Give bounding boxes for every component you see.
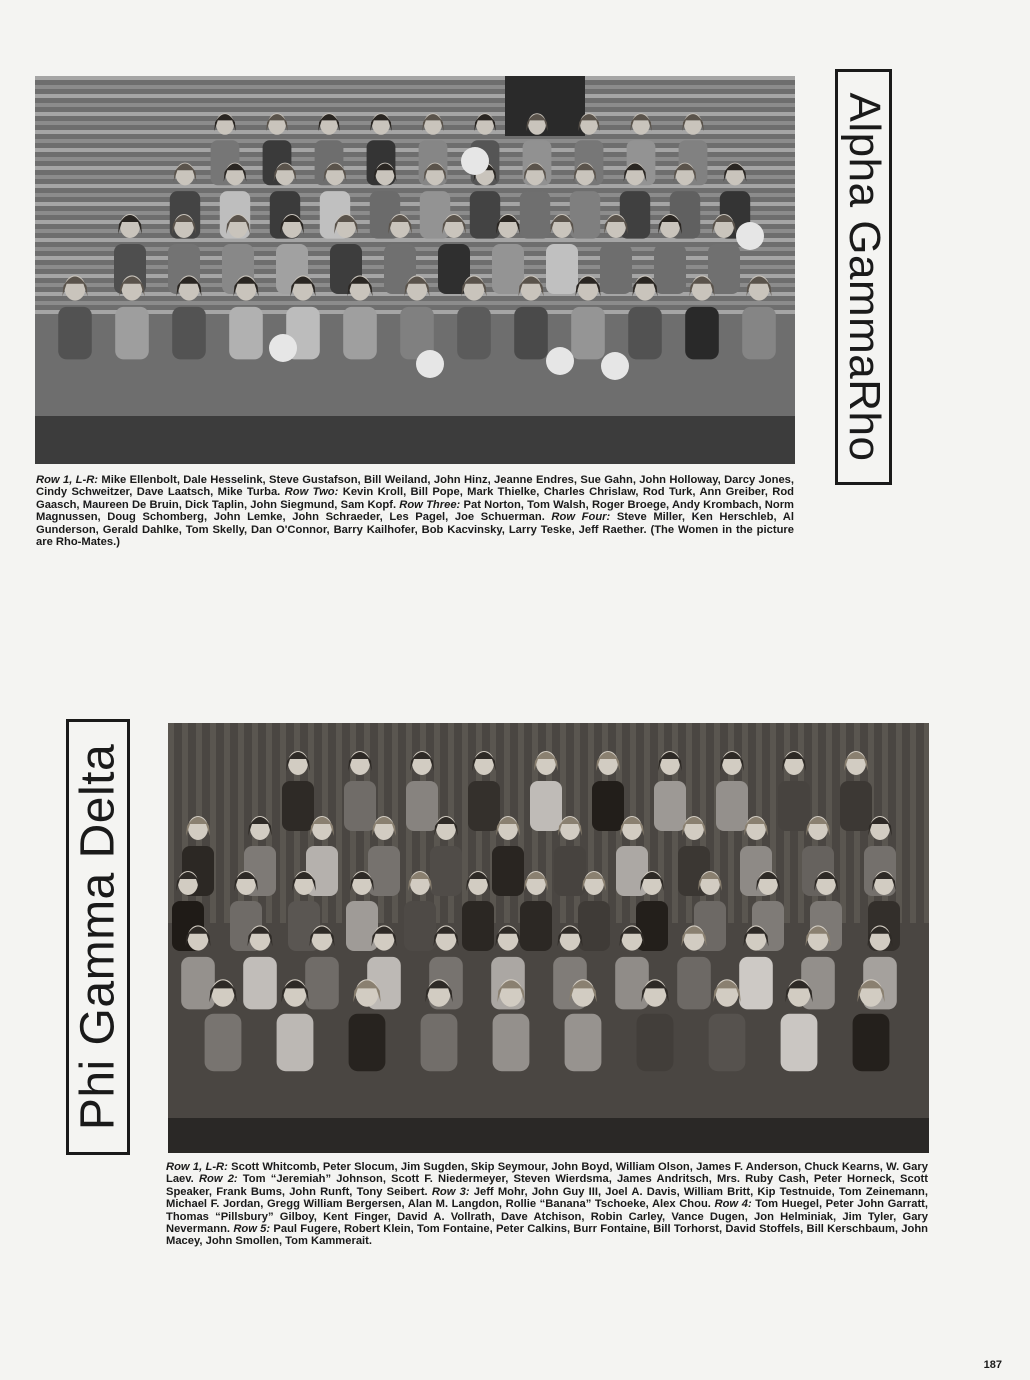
section-title: Alpha GammaRho (839, 92, 889, 462)
row-names: Kevin Kroll, Bill Pope, Mark Thielke, Charles Chrislaw, Rod Turk, Ann Greiber, Rod Gaasch, Maureen De Bruin, Dick Taplin, John Siegmund, Sam Kopf. (36, 486, 794, 511)
row-names: Pat Norton, Tom Walsh, Roger Broege, Andy Krombach, Norm Magnussen, Doug Schomberg, John Lemke, John Schraeder, Les Pagel, Joe Schuerman. (36, 498, 794, 524)
photo-caption (36, 474, 794, 548)
row-label: Row Three: (399, 498, 461, 511)
section-title-box (66, 719, 130, 1155)
row-label: Row 5: (233, 1223, 271, 1236)
row-names: Mike Ellenbolt, Dale Hesselink, Steve Gustafson, Bill Weiland, John Hinz, Jeanne Endres, Sue Gahn, John Holloway, Darcy Jones, Cindy Schweitzer, Dave Laatsch, Mike Turba. (36, 474, 795, 499)
person-figure (853, 979, 890, 1071)
person-figure (305, 925, 339, 1009)
person-figure (115, 275, 149, 359)
row-names: Tom Huegel, Peter John Garratt, Thomas “Pillsbury” Gilboy, Kent Finger, David A. Vollrath, Dave Atchison, Robin Carley, Vance Dugen, Jon Helminiak, Jim Tyler, Gary Nevermann. (166, 1198, 929, 1236)
row-names: Jeff Mohr, John Guy III, Joel A. Davis, William Britt, Kip Testnuide, Tom Zeinemann, Michael F. Jordan, Gregg William Bergersen, Alan M. Langdon, Rollie “Banana” Tschoeke, Alex Chou. (166, 1185, 928, 1211)
row-label: Row 3: (431, 1185, 470, 1198)
section-title-box (835, 69, 892, 485)
group-photo-graphic (168, 723, 929, 1153)
row-label: Row Four: (551, 511, 611, 524)
person-figure (570, 163, 600, 239)
row-label: Row 2: (198, 1173, 238, 1186)
row-label: Row Two: (284, 486, 339, 499)
alpha-gamma-rho-group-photo (35, 76, 795, 464)
row-names: Steve Miller, Ken Herschleb, Al Gunderson, Gerald Dahlke, Tom Skelly, Dan O'Connor, Barry Kailhofer, Bob Kacvinsky, Larry Teske, Jeff Raether. (The Women in the picture are Rho-Mates.) (36, 511, 794, 549)
row-names: Paul Fugere, Robert Klein, Tom Fontaine, Peter Calkins, Burr Fontaine, Bill Torhorst, David Stoffels, Bill Kerschbaum, John Macey, John Smollen, Tom Kammerait. (166, 1223, 929, 1248)
row-label: Row 1, L-R: (166, 1161, 228, 1173)
person-figure (781, 979, 818, 1071)
photo-caption (166, 1161, 928, 1248)
row-names: Tom “Jeremiah” Johnson, Scott F. Niedermeyer, Steven Wierdsma, James Andritsch, Mrs. Ruby Cash, Peter Horneck, Scott Speaker, Frank Bums, John Runft, Tony Seibert. (166, 1173, 929, 1198)
person-figure (205, 979, 242, 1071)
row-label: Row 4: (714, 1198, 752, 1211)
row-label: Row 1, L-R: (36, 474, 99, 486)
section-title: Phi Gamma Delta (71, 743, 125, 1131)
group-photo-graphic (35, 76, 795, 464)
page-number: 187 (983, 1359, 1002, 1371)
phi-gamma-delta-group-photo (168, 723, 929, 1153)
person-figure (709, 979, 746, 1071)
row-names: Scott Whitcomb, Peter Slocum, Jim Sugden, Skip Seymour, John Boyd, William Olson, James F. Anderson, Chuck Kearns, W. Gary Laev. (166, 1161, 928, 1186)
